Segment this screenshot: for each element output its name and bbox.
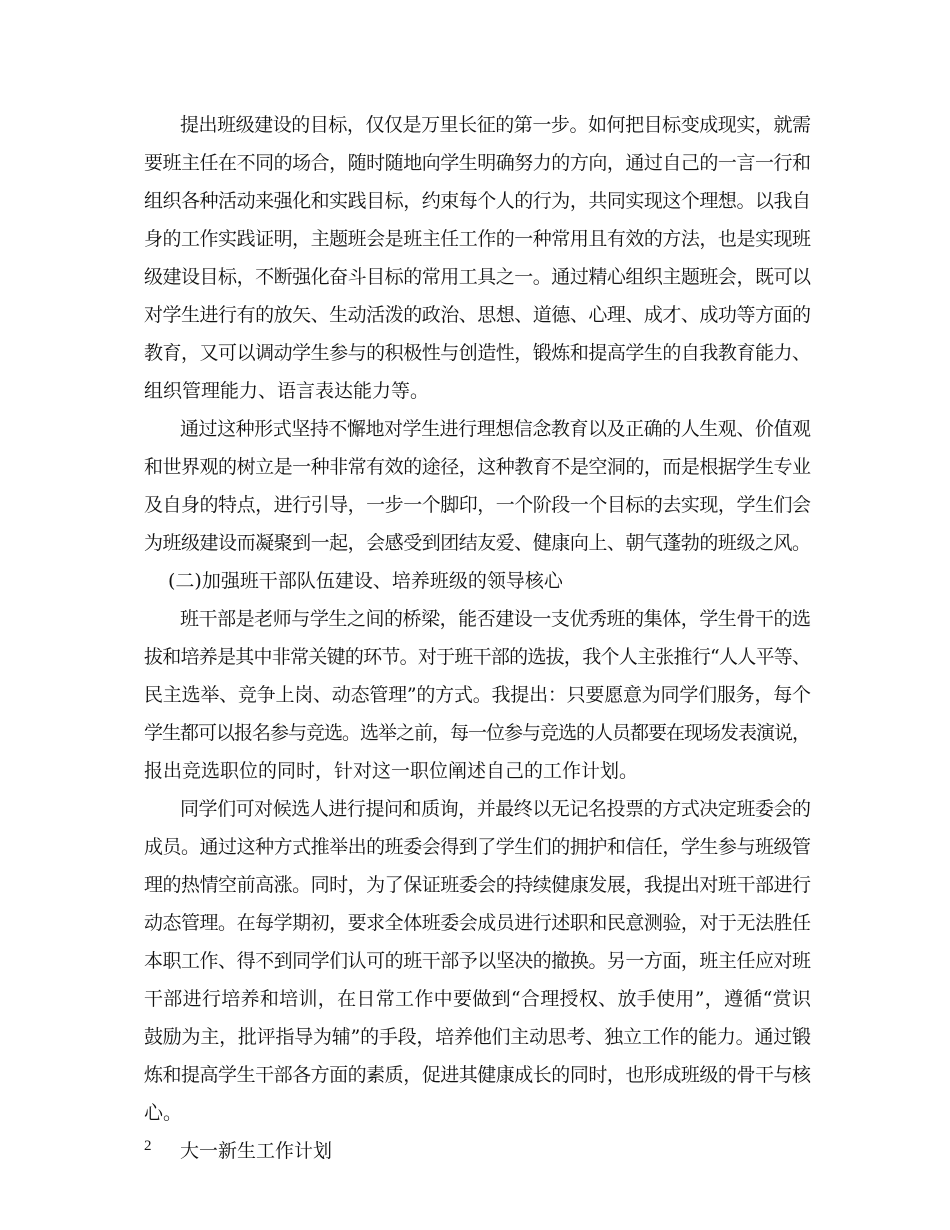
paragraph-line: 学生都可以报名参与竞选。选举之前，每一位参与竞选的人员都要在现场发表演说， (144, 722, 810, 744)
paragraph-line: 心。 (144, 1102, 183, 1124)
paragraph-line: 理的热情空前高涨。同时，为了保证班委会的持续健康发展，我提出对班干部进行 (144, 874, 811, 896)
paragraph-line: 对学生进行有的放矢、生动活泼的政治、思想、道德、心理、成才、成功等方面的 (144, 304, 811, 326)
paragraph-line: 民主选举、竞争上岗、动态管理”的方式。我提出：只要愿意为同学们服务，每个 (144, 684, 811, 706)
paragraph-line: 级建设目标，不断强化奋斗目标的常用工具之一。通过精心组织主题班会，既可以 (144, 266, 811, 288)
paragraph-line: 炼和提高学生干部各方面的素质，促进其健康成长的同时，也形成班级的骨干与核 (144, 1064, 811, 1086)
paragraph-line: 同学们可对候选人进行提问和质询，并最终以无记名投票的方式决定班委会的 (180, 798, 811, 820)
paragraph-line: 教育，又可以调动学生参与的积极性与创造性，锻炼和提高学生的自我教育能力、 (144, 342, 811, 364)
paragraph-line: 鼓励为主，批评指导为辅”的手段，培养他们主动思考、独立工作的能力。通过锻 (144, 1026, 811, 1048)
paragraph-line: 身的工作实践证明，主题班会是班主任工作的一种常用且有效的方法，也是实现班 (144, 228, 811, 250)
paragraph-line: 通过这种形式坚持不懈地对学生进行理想信念教育以及正确的人生观、价值观 (180, 418, 811, 440)
paragraph-line: 拔和培养是其中非常关键的环节。对于班干部的选拔，我个人主张推行“人人平等、 (144, 646, 811, 668)
paragraph-line: 大一新生工作计划 (180, 1140, 333, 1162)
paragraph-line: 动态管理。在每学期初，要求全体班委会成员进行述职和民意测验，对于无法胜任 (144, 912, 811, 934)
paragraph-line: 为班级建设而凝聚到一起，会感受到团结友爱、健康向上、朝气蓬勃的班级之风。 (144, 532, 811, 554)
paragraph-line: 组织各种活动来强化和实践目标，约束每个人的行为，共同实现这个理想。以我自 (144, 190, 811, 212)
paragraph-line: 和世界观的树立是一种非常有效的途径，这种教育不是空洞的，而是根据学生专业 (144, 456, 811, 478)
paragraph-line: 报出竞选职位的同时，针对这一职位阐述自己的工作计划。 (144, 760, 639, 782)
paragraph-line: 成员。通过这种方式推举出的班委会得到了学生们的拥护和信任，学生参与班级管 (144, 836, 811, 858)
paragraph-line: 本职工作、得不到同学们认可的班干部予以坚决的撤换。另一方面，班主任应对班 (144, 950, 811, 972)
paragraph-line: 及自身的特点，进行引导，一步一个脚印，一个阶段一个目标的去实现，学生们会 (144, 494, 811, 516)
paragraph-line: 班干部是老师与学生之间的桥梁，能否建设一支优秀班的集体，学生骨干的选 (180, 608, 811, 630)
paragraph-line: 干部进行培养和培训，在日常工作中要做到“合理授权、放手使用”，遵循“赏识 (144, 988, 812, 1010)
paragraph-line: (二)加强班干部队伍建设、培养班级的领导核心 (168, 570, 563, 592)
page-number: 2 (144, 1138, 152, 1154)
paragraph-line: 组织管理能力、语言表达能力等。 (144, 380, 430, 402)
paragraph-line: 要班主任在不同的场合，随时随地向学生明确努力的方向，通过自己的一言一行和 (144, 152, 811, 174)
paragraph-line: 提出班级建设的目标，仅仅是万里长征的第一步。如何把目标变成现实，就需 (180, 114, 811, 136)
